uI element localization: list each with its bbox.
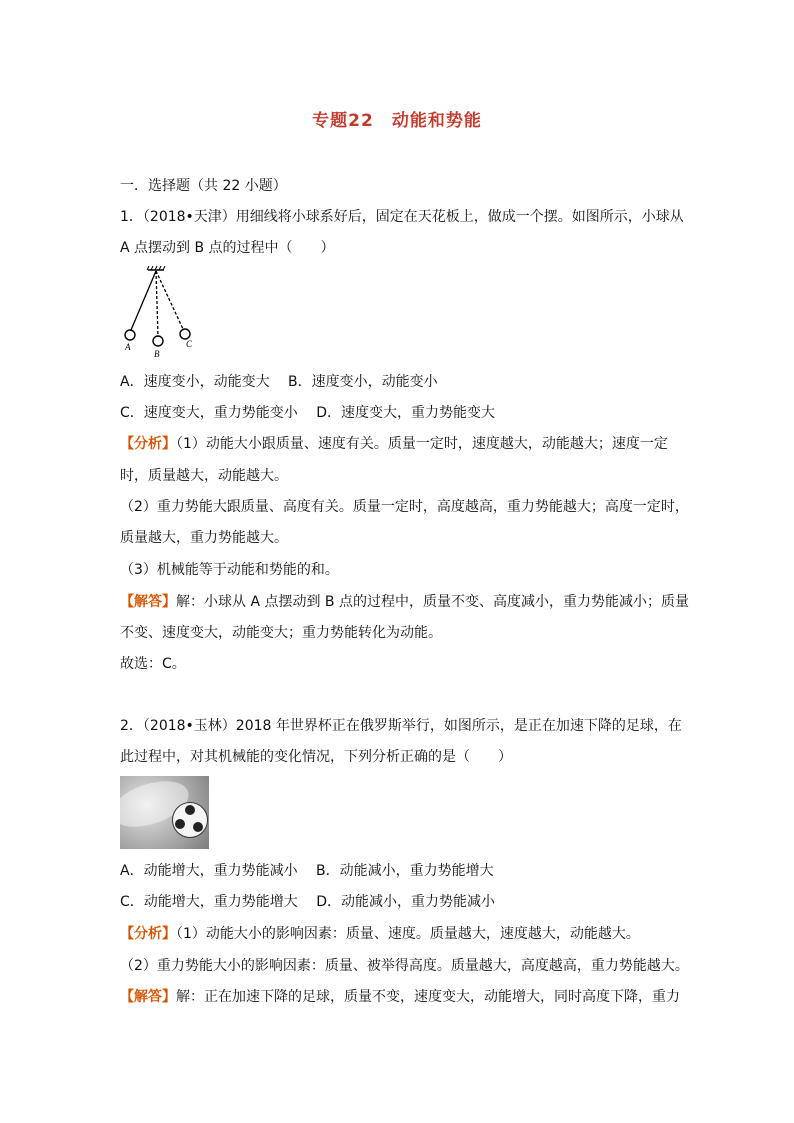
q2-stem-line1: 2．（2018•玉林）2018 年世界杯正在俄罗斯举行，如图所示，是正在加速下降的足球，在 <box>120 718 682 734</box>
answer-tag: 【解答】 <box>120 989 176 1005</box>
answer-text: 解：正在加速下降的足球，质量不变，速度变大，动能增大，同时高度下降，重力 <box>176 989 680 1005</box>
q2-answer-line1 <box>120 987 680 1007</box>
q1-answer-line2: 不变、速度变大，动能变大；重力势能转化为动能。 <box>120 625 442 641</box>
q2-analysis-line2: （2）重力势能大小的影响因素：质量、被举得高度。质量越大，高度越高，重力势能越大。 <box>120 958 689 974</box>
q1-answer-line1 <box>120 592 689 612</box>
answer-text: 解：小球从 A 点摆动到 B 点的过程中，质量不变、高度减小，重力势能减小；质量 <box>176 594 689 610</box>
point-c-label: C <box>186 339 193 349</box>
q1-analysis-line5: （3）机械能等于动能和势能的和。 <box>120 562 339 578</box>
q1-options-line2: C．速度变大，重力势能变小 D．速度变大，重力势能变大 <box>120 405 496 421</box>
section-heading: 一．选择题（共 22 小题） <box>120 178 287 194</box>
q2-options-line1: A．动能增大，重力势能减小 B．动能减小，重力势能增大 <box>120 863 494 879</box>
page-title: 专题22 动能和势能 <box>312 111 482 131</box>
q1-options-line1: A．速度变小，动能变大 B．速度变小，动能变小 <box>120 374 438 390</box>
q1-analysis-line1 <box>120 434 680 454</box>
analysis-text: （1）动能大小跟质量、速度有关。质量一定时，速度越大，动能越大；速度一定 <box>176 436 668 452</box>
football-photo <box>120 776 209 849</box>
answer-tag: 【解答】 <box>120 594 176 610</box>
analysis-tag: 【分析】 <box>120 926 176 942</box>
q1-stem-line1: 1．（2018•天津）用细线将小球系好后，固定在天花板上，做成一个摆。如图所示，小球从 <box>120 209 684 225</box>
q1-choice: 故选：C。 <box>120 656 186 672</box>
analysis-text: （1）动能大小的影响因素：质量、速度。质量越大，速度越大，动能越大。 <box>176 926 640 942</box>
q1-analysis-line3: （2）重力势能大跟质量、高度有关。质量一定时，高度越高，重力势能越大；高度一定时， <box>120 499 689 515</box>
q2-options-line2: C．动能增大，重力势能增大 D．动能减小，重力势能减小 <box>120 894 496 910</box>
point-a-label: A <box>125 342 131 352</box>
q2-analysis-line1 <box>120 924 680 944</box>
q1-stem-line2: A 点摆动到 B 点的过程中（ ） <box>120 240 335 256</box>
q1-analysis-line2: 时，质量越大，动能越大。 <box>120 468 288 484</box>
football-icon <box>172 802 208 838</box>
q1-analysis-line4: 质量越大，重力势能越大。 <box>120 530 288 546</box>
point-b-label: B <box>154 349 160 359</box>
q2-stem-line2: 此过程中，对其机械能的变化情况，下列分析正确的是（ ） <box>120 749 512 765</box>
analysis-tag: 【分析】 <box>120 436 176 452</box>
pendulum-figure <box>120 266 200 364</box>
